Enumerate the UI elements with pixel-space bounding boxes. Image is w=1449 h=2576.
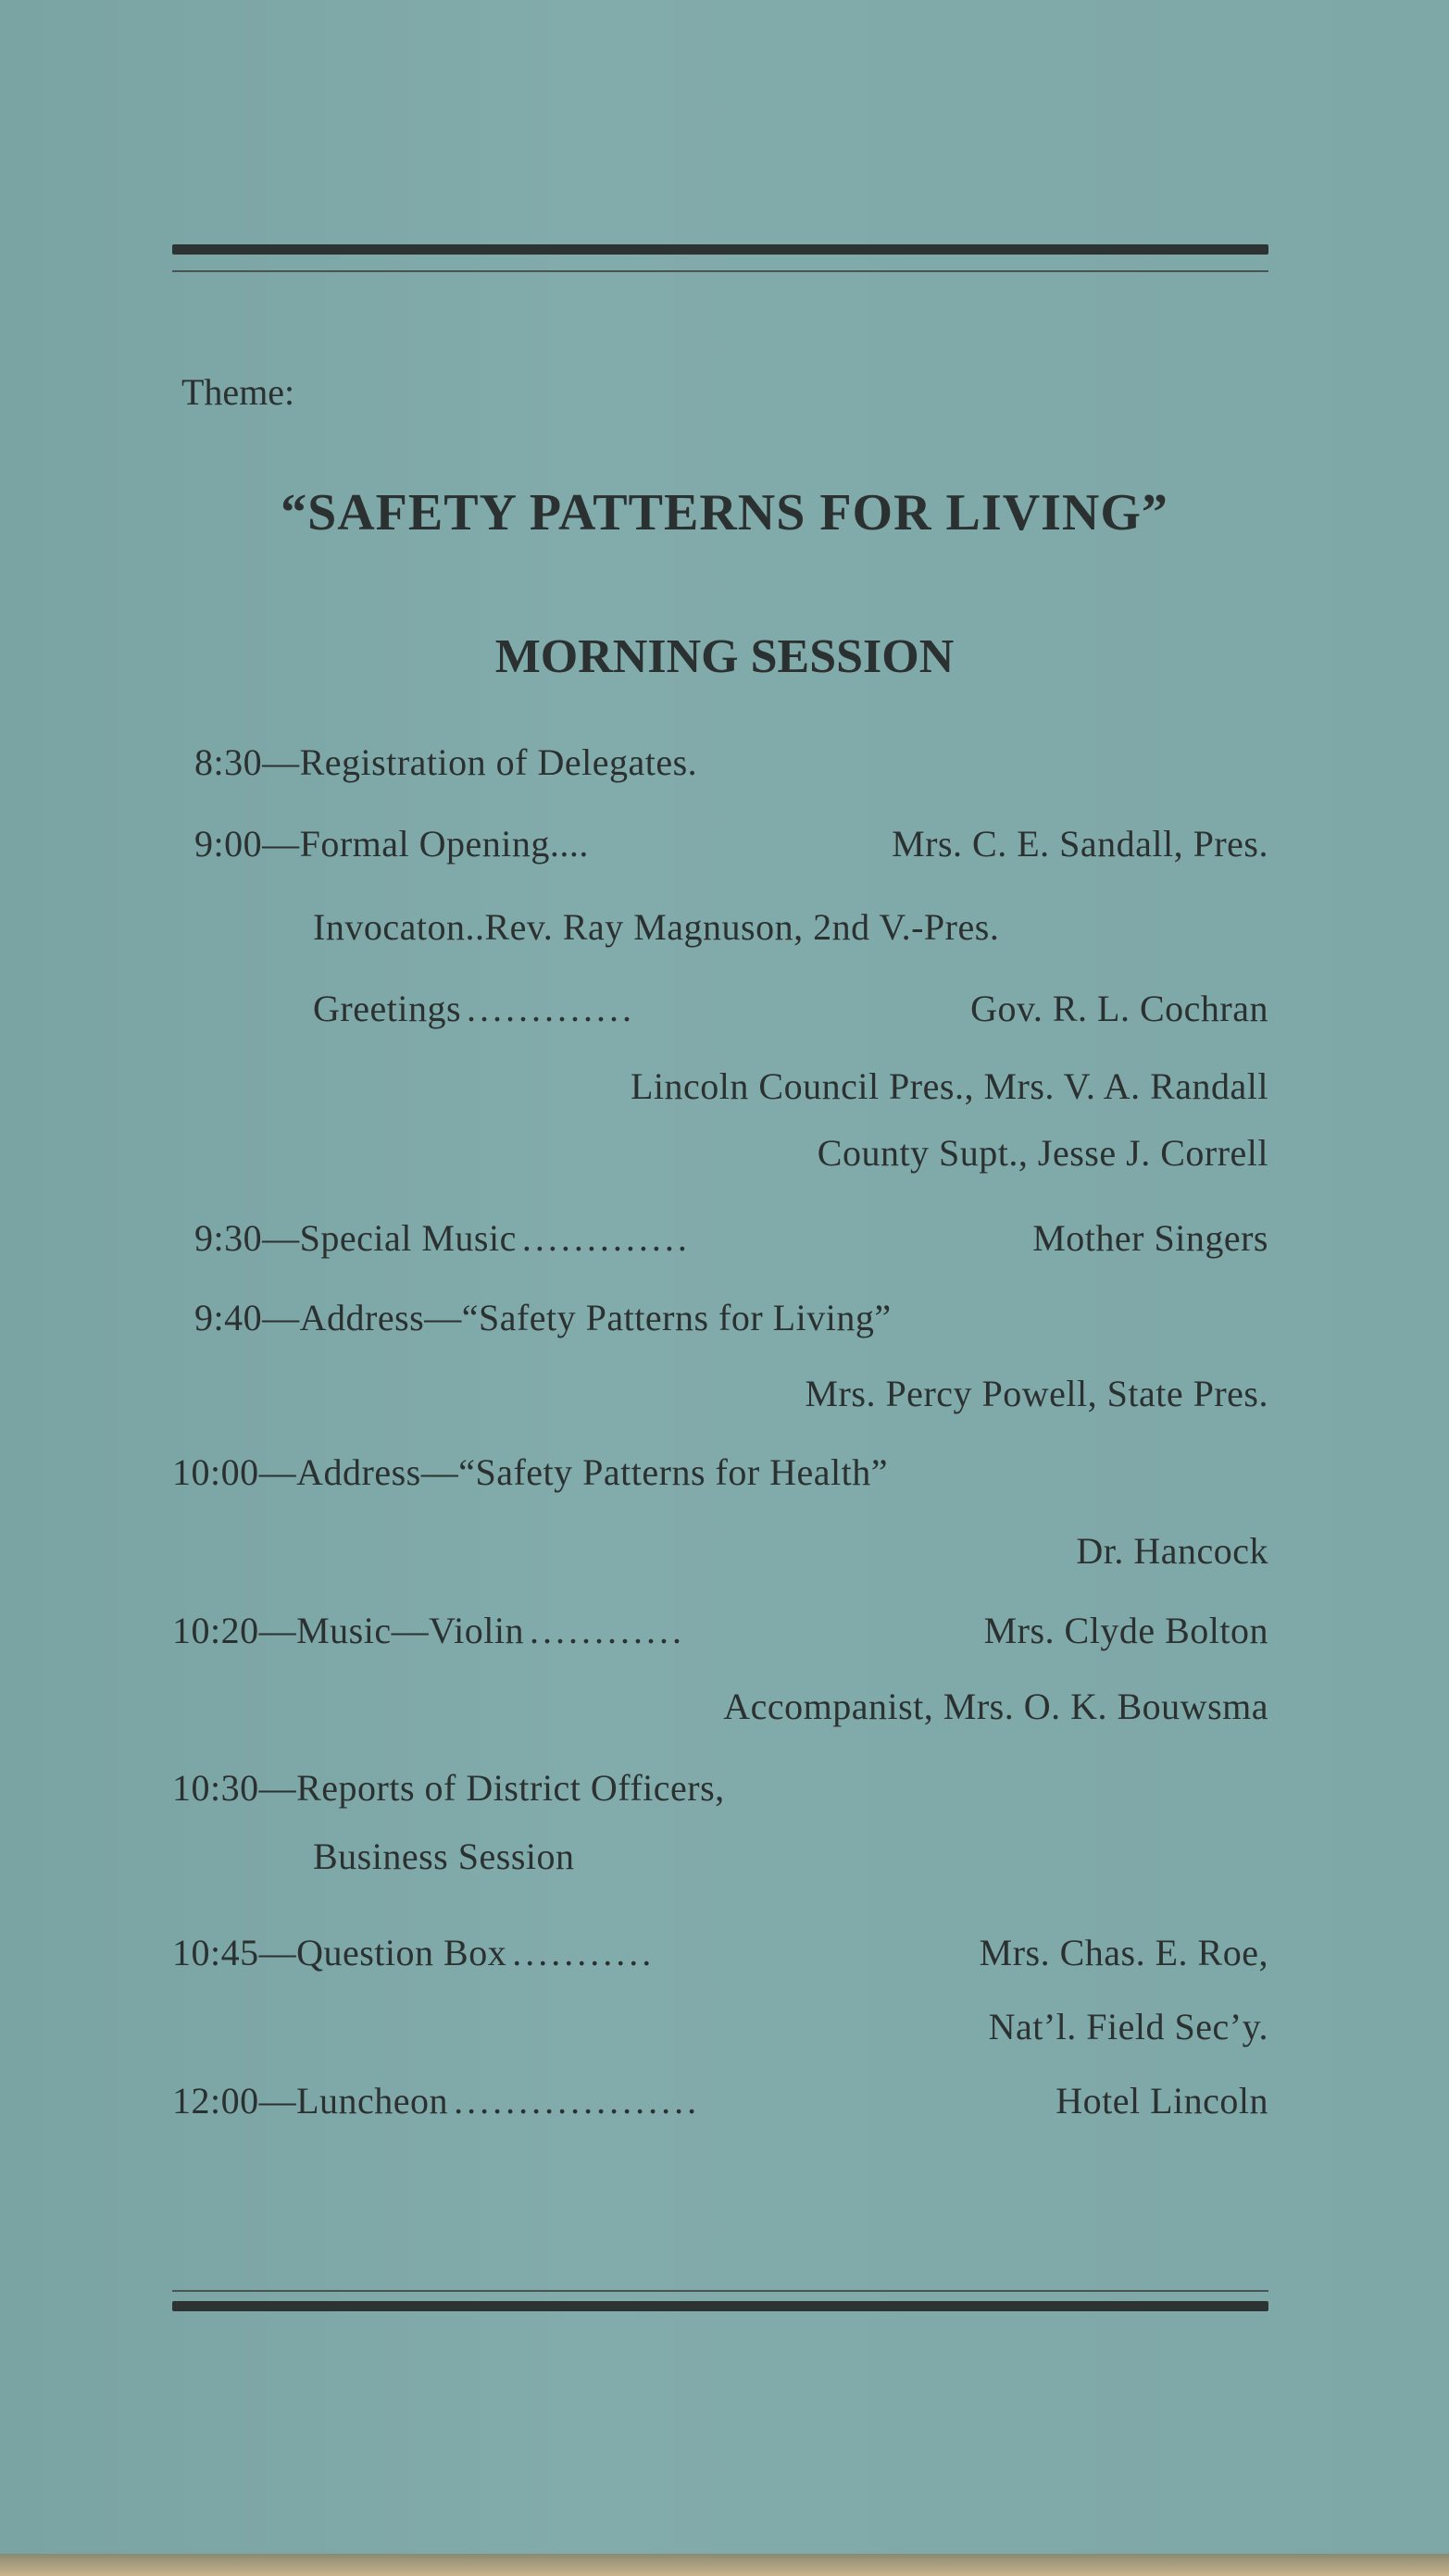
- program-line-business: Business Session: [313, 1836, 575, 1877]
- program-line-left: Greetings: [313, 988, 462, 1029]
- leader-dots: ...........: [512, 1932, 656, 1973]
- theme-title: “SAFETY PATTERNS FOR LIVING”: [281, 484, 1168, 541]
- program-line-formal-opening: [194, 822, 1268, 865]
- program-line-left: 9:30—Special Music: [194, 1217, 517, 1259]
- top-rule-thick: [172, 244, 1268, 255]
- program-line-registration: 8:30—Registration of Delegates.: [194, 741, 698, 783]
- program-line-left: 10:45—Question Box: [172, 1932, 507, 1973]
- program-line-address-living: 9:40—Address—“Safety Patterns for Living”: [194, 1297, 892, 1338]
- leader-dots: .............: [521, 1217, 691, 1259]
- program-line-violin: [172, 1609, 1268, 1652]
- leader-dots: ...................: [454, 2080, 701, 2122]
- program-line-luncheon: [172, 2079, 1268, 2122]
- bottom-rule-thin: [172, 2290, 1268, 2292]
- program-line-accompanist: Accompanist, Mrs. O. K. Bouwsma: [723, 1686, 1268, 1727]
- program-line-right: Gov. R. L. Cochran: [970, 988, 1268, 1029]
- program-line-left: 10:20—Music—Violin: [172, 1610, 524, 1651]
- program-line-reports: 10:30—Reports of District Officers,: [172, 1767, 725, 1809]
- program-line-right: Hotel Lincoln: [1056, 2080, 1268, 2122]
- program-line-invocation: Invocaton..Rev. Ray Magnuson, 2nd V.-Pres.: [313, 906, 1000, 948]
- program-line-left: 12:00—Luncheon: [172, 2080, 449, 2122]
- program-line-greetings: [313, 987, 1268, 1030]
- program-line-special-music: [194, 1216, 1268, 1260]
- program-line-right: Mrs. Chas. E. Roe,: [979, 1932, 1268, 1973]
- program-line-right: Mrs. Clyde Bolton: [983, 1610, 1268, 1651]
- program-line-speaker-hancock: Dr. Hancock: [1076, 1530, 1268, 1572]
- program-line-left: 9:00—Formal Opening....: [194, 823, 589, 865]
- leader-dots: .............: [467, 988, 636, 1029]
- theme-label: Theme:: [181, 371, 295, 413]
- program-line-field-sec: Nat’l. Field Sec’y.: [988, 2006, 1268, 2047]
- top-rule-thin: [172, 270, 1268, 272]
- bottom-rule-thick: [172, 2301, 1268, 2311]
- session-title: MORNING SESSION: [494, 630, 955, 683]
- program-line-council-pres: Lincoln Council Pres., Mrs. V. A. Randall: [630, 1065, 1268, 1107]
- program-line-speaker-powell: Mrs. Percy Powell, State Pres.: [805, 1373, 1268, 1414]
- program-line-address-health: 10:00—Address—“Safety Patterns for Health”: [172, 1451, 889, 1493]
- program-line-county-supt: County Supt., Jesse J. Correll: [817, 1132, 1268, 1174]
- program-line-right: Mother Singers: [1032, 1217, 1268, 1259]
- leader-dots: ............: [529, 1610, 685, 1651]
- program-line-question-box: [172, 1931, 1268, 1974]
- program-line-right: Mrs. C. E. Sandall, Pres.: [892, 823, 1268, 865]
- paper-edge: [0, 2554, 1449, 2576]
